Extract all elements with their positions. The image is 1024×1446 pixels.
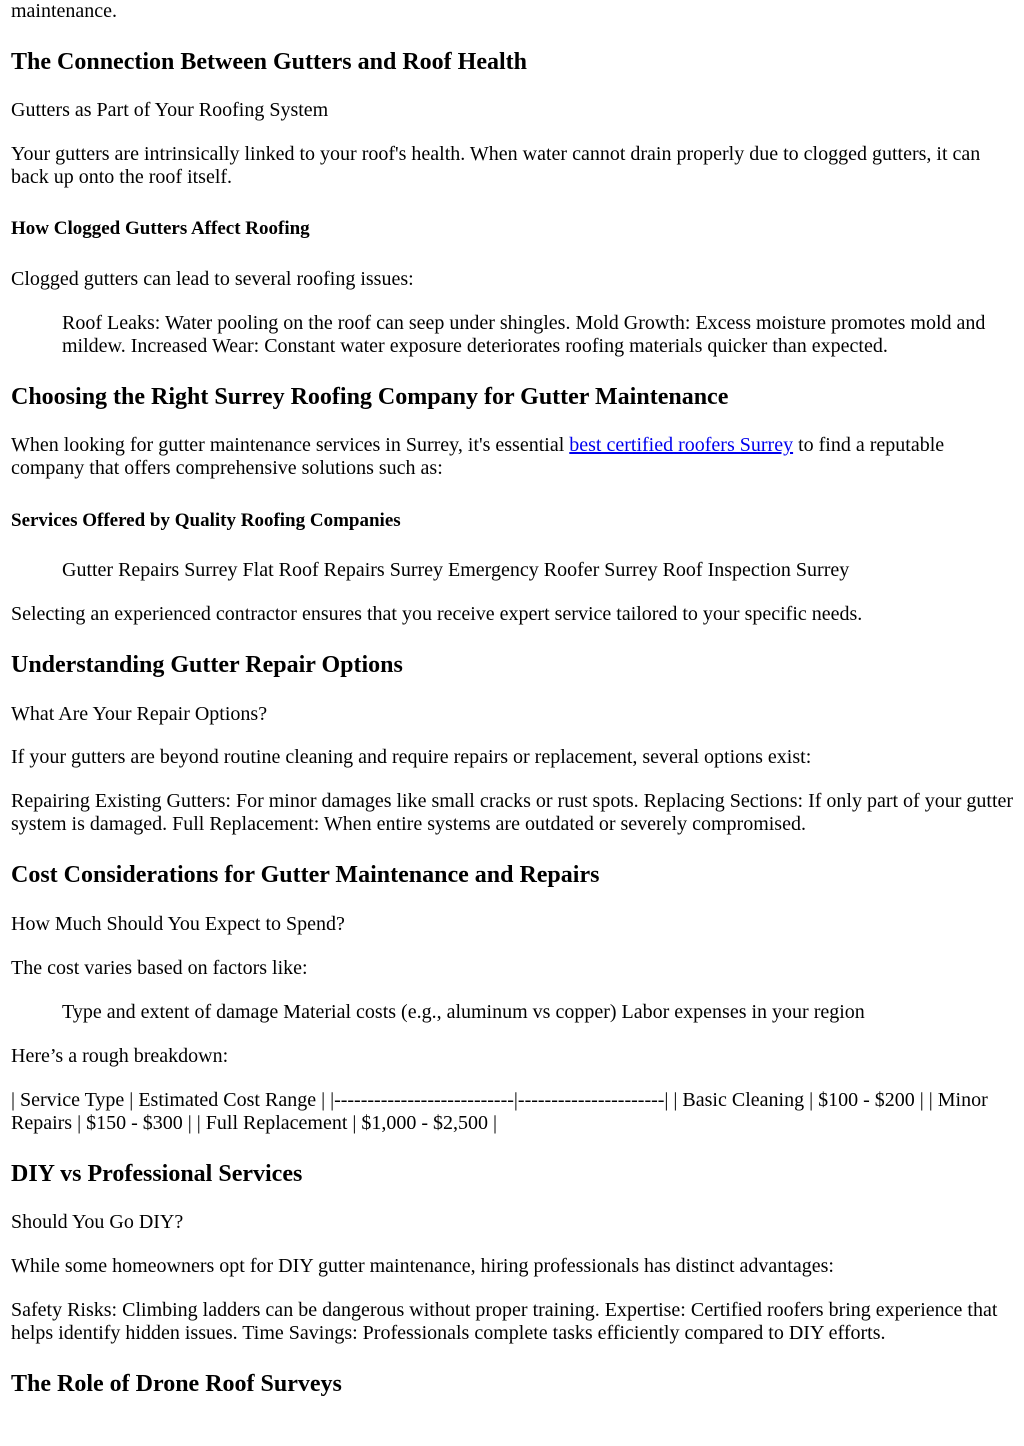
cost-table-text: | Service Type | Estimated Cost Range | |---------------------------|----------------------| | Basic Cleaning | $100 - $200 | | Minor Repairs | $150 - $300 | | Full Replacement | $1,000 - $2,500 | xyxy=(11,1089,988,1134)
certified-roofers-link[interactable]: best certified roofers Surrey xyxy=(569,434,794,456)
cost-lead: The cost varies based on factors like: xyxy=(11,957,308,979)
connection-subheading: Gutters as Part of Your Roofing System xyxy=(11,99,329,121)
clogged-gutters-lead: Clogged gutters can lead to several roofing issues: xyxy=(11,268,414,290)
choosing-heading: Choosing the Right Surrey Roofing Company for Gutter Maintenance xyxy=(11,384,729,410)
choosing-paragraph xyxy=(11,434,1014,480)
cost-subheading: How Much Should You Expect to Spend? xyxy=(11,913,345,935)
choosing-closing: Selecting an experienced contractor ensures that you receive expert service tailored to your specific needs. xyxy=(11,603,863,625)
diy-paragraph: Safety Risks: Climbing ladders can be dangerous without proper training. Expertise: Certified roofers bring experience that helps identify hidden issues. Time Savings: Professionals complete tasks efficiently compared to DIY efforts. xyxy=(11,1299,998,1344)
cost-heading: Cost Considerations for Gutter Maintenance and Repairs xyxy=(11,862,600,888)
services-offered-heading: Services Offered by Quality Roofing Companies xyxy=(11,510,401,531)
roofing-issues-list: Roof Leaks: Water pooling on the roof can seep under shingles. Mold Growth: Excess moisture promotes mold and mildew. Increased Wear: Constant water exposure deteriorates roofing materials quicker than expected. xyxy=(62,312,986,357)
repair-options-heading: Understanding Gutter Repair Options xyxy=(11,652,403,678)
cost-factors-list: Type and extent of damage Material costs (e.g., aluminum vs copper) Labor expenses in your region xyxy=(62,1001,865,1023)
drone-surveys-heading: The Role of Drone Roof Surveys xyxy=(11,1371,342,1397)
intro-tail-text: maintenance. xyxy=(11,0,118,22)
clogged-gutters-heading: How Clogged Gutters Affect Roofing xyxy=(11,218,310,239)
connection-paragraph: Your gutters are intrinsically linked to your roof's health. When water cannot drain properly due to clogged gutters, it can back up onto the roof itself. xyxy=(11,143,981,188)
diy-subheading: Should You Go DIY? xyxy=(11,1211,184,1233)
diy-heading: DIY vs Professional Services xyxy=(11,1161,303,1187)
services-list: Gutter Repairs Surrey Flat Roof Repairs Surrey Emergency Roofer Surrey Roof Inspection Surrey xyxy=(62,559,850,581)
repair-options-paragraph: Repairing Existing Gutters: For minor damages like small cracks or rust spots. Replacing Sections: If only part of your gutter system is damaged. Full Replacement: When entire systems are outdated or severely compromised. xyxy=(11,790,1014,835)
cost-breakdown-intro: Here’s a rough breakdown: xyxy=(11,1045,229,1067)
diy-lead: While some homeowners opt for DIY gutter maintenance, hiring professionals has distinct advantages: xyxy=(11,1255,834,1277)
repair-options-subheading: What Are Your Repair Options? xyxy=(11,703,268,725)
connection-heading: The Connection Between Gutters and Roof Health xyxy=(11,49,527,75)
choosing-paragraph-before-link: When looking for gutter maintenance services in Surrey, it's essential xyxy=(11,434,570,456)
repair-options-lead: If your gutters are beyond routine cleaning and require repairs or replacement, several options exist: xyxy=(11,746,812,768)
choosing-paragraph-after-link: to find a reputable company that offers comprehensive solutions such as: xyxy=(11,434,945,479)
